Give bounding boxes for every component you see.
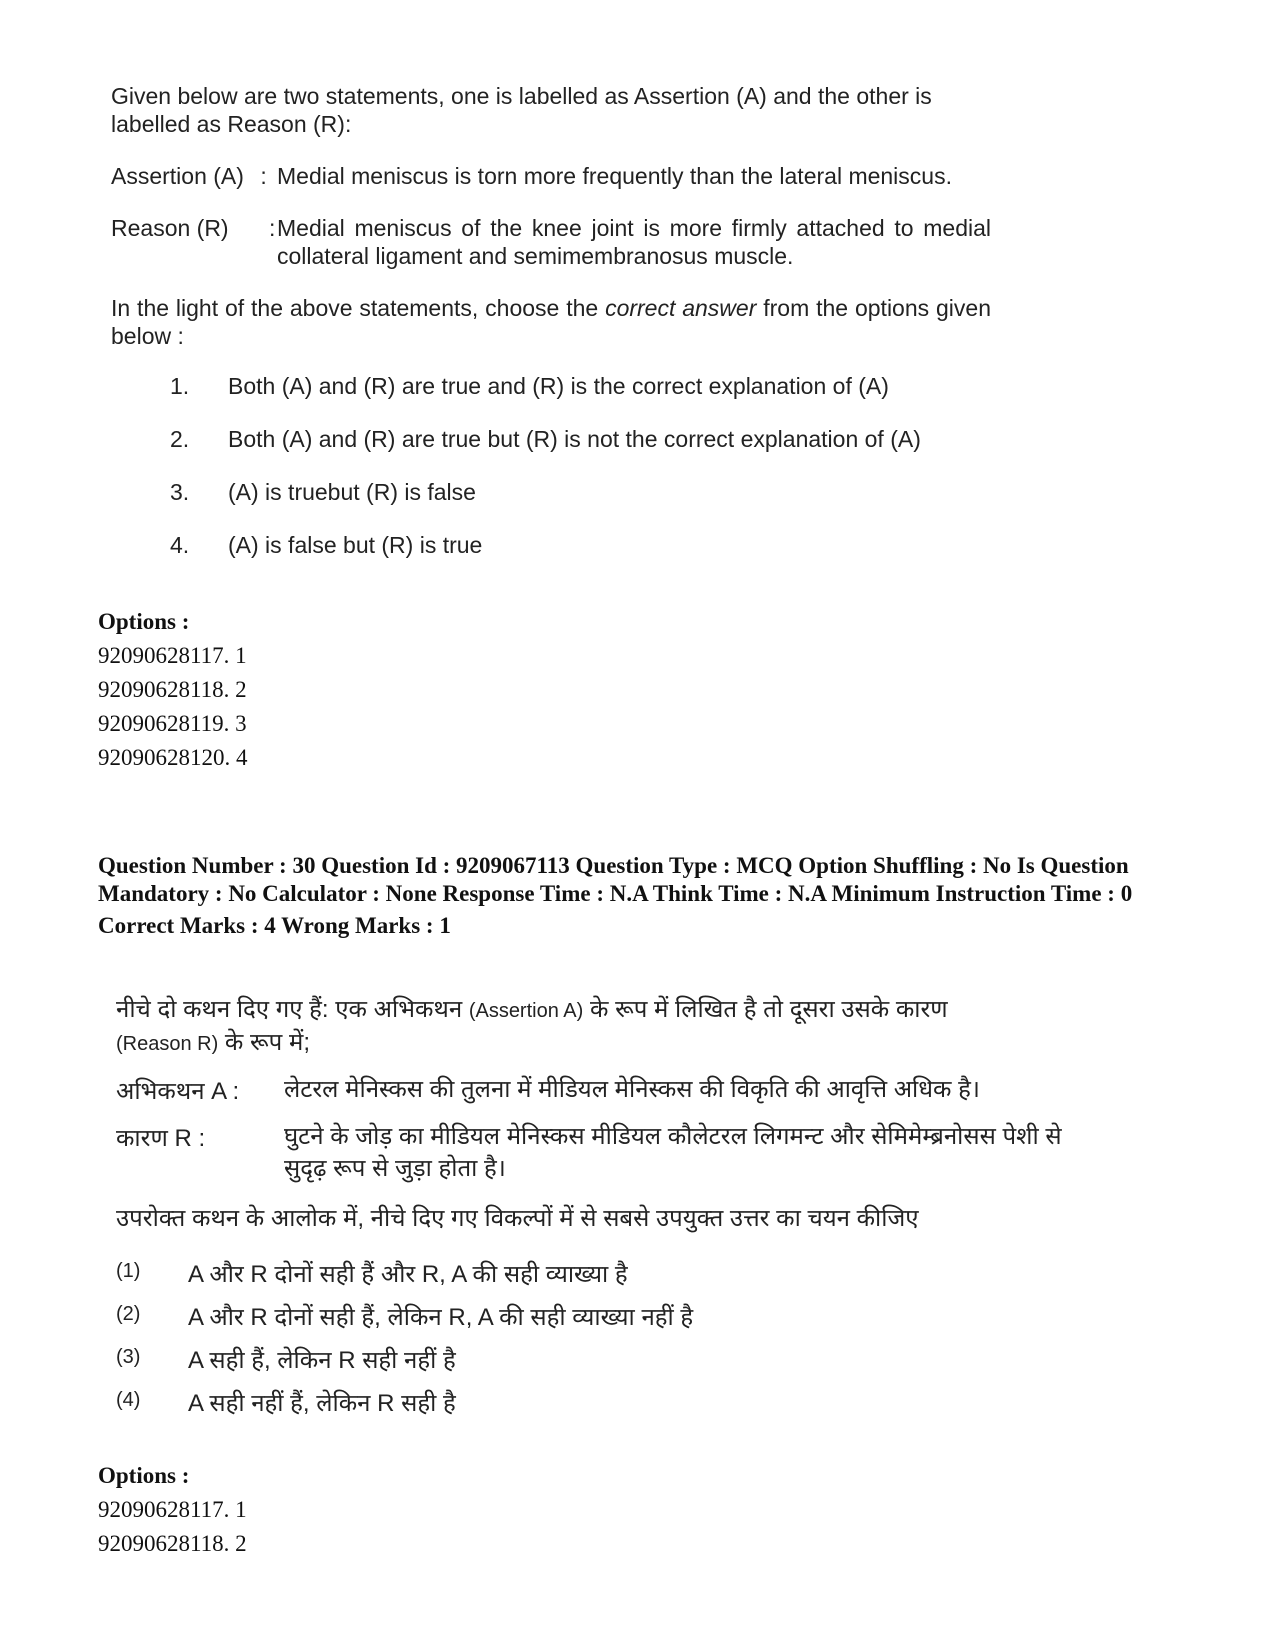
- question-prompt-hindi: उपरोक्त कथन के आलोक में, नीचे दिए गए विकल्पों में से सबसे उपयुक्त उत्तर का चयन कीजिए: [116, 1205, 919, 1232]
- reason-colon: :: [269, 215, 276, 241]
- choice-item: 3. (A) is truebut (R) is false: [170, 479, 476, 505]
- choice-item: (1) A और R दोनों सही हैं और R, A की सही व्याख्या है: [116, 1260, 628, 1288]
- marks-line: Correct Marks : 4 Wrong Marks : 1: [98, 913, 451, 938]
- reason-row-hindi: [116, 1121, 1091, 1185]
- reason-text-hindi: घुटने के जोड़ का मीडियल मेनिस्कस मीडियल कौलेटरल लिगमन्ट और सेमिमेम्ब्रनोसस पेशी से सुदृढ़ रूप से जुड़ा होता है।: [284, 1123, 1062, 1182]
- question-meta-line: Question Number : 30 Question Id : 9209067113 Question Type : MCQ Option Shuffling : No Is Question Mandatory : No Calculator : None Response Time : N.A Think Time : N.A Minimum Instruction Time : 0: [98, 853, 1133, 906]
- question-30-block: [116, 994, 1091, 1429]
- option-id: 92090628118. 2: [98, 1531, 247, 1556]
- choice-item: (2) A और R दोनों सही हैं, लेकिन R, A की सही व्याख्या नहीं है: [116, 1303, 694, 1331]
- assertion-row-hindi: [116, 1074, 1091, 1107]
- options-heading: Options :: [98, 1463, 190, 1488]
- choice-list: [111, 372, 991, 584]
- reason-label-hindi: कारण R :: [116, 1125, 206, 1152]
- reason-text: Medial meniscus of the knee joint is more firmly attached to medial collateral ligament and semimembranosus muscle.: [277, 215, 991, 269]
- option-id: 92090628119. 3: [98, 711, 247, 736]
- reason-row: [111, 214, 991, 270]
- assertion-colon: :: [260, 163, 267, 189]
- question-intro-hindi: नीचे दो कथन दिए गए हैं: एक अभिकथन (Assertion A) के रूप में लिखित है तो दूसरा उसके कारण (Reason R) के रूप में;: [116, 996, 948, 1056]
- choice-list-hindi: [116, 1257, 1091, 1429]
- options-heading: Options :: [98, 609, 190, 634]
- option-id: 92090628120. 4: [98, 745, 248, 770]
- question-29-block: [111, 82, 991, 584]
- options-list-29: [98, 605, 248, 775]
- choice-item: 2. Both (A) and (R) are true but (R) is not the correct explanation of (A): [170, 426, 921, 452]
- assertion-row: [111, 162, 991, 190]
- option-id: 92090628117. 1: [98, 1497, 247, 1522]
- assertion-text: Medial meniscus is torn more frequently than the lateral meniscus.: [277, 163, 952, 189]
- reason-label: Reason (R): [111, 215, 229, 241]
- choice-item: (4) A सही नहीं हैं, लेकिन R सही है: [116, 1389, 456, 1417]
- choice-item: 1. Both (A) and (R) are true and (R) is the correct explanation of (A): [170, 373, 889, 399]
- option-id: 92090628117. 1: [98, 643, 247, 668]
- assertion-text-hindi: लेटरल मेनिस्कस की तुलना में मीडियल मेनिस्कस की विकृति की आवृत्ति अधिक है।: [284, 1076, 980, 1103]
- question-30-meta: [98, 852, 1178, 940]
- prompt-emphasis: correct answer: [605, 295, 757, 321]
- question-intro: Given below are two statements, one is labelled as Assertion (A) and the other is labelled as Reason (R):: [111, 83, 932, 137]
- option-id: 92090628118. 2: [98, 677, 247, 702]
- assertion-label: Assertion (A): [111, 163, 244, 189]
- choice-item: (3) A सही हैं, लेकिन R सही नहीं है: [116, 1346, 456, 1374]
- choice-item: 4. (A) is false but (R) is true: [170, 532, 483, 558]
- question-prompt: In the light of the above statements, choose the correct answer from the options given below :: [111, 295, 991, 349]
- options-list-30: [98, 1459, 247, 1561]
- assertion-label-hindi: अभिकथन A :: [116, 1078, 240, 1105]
